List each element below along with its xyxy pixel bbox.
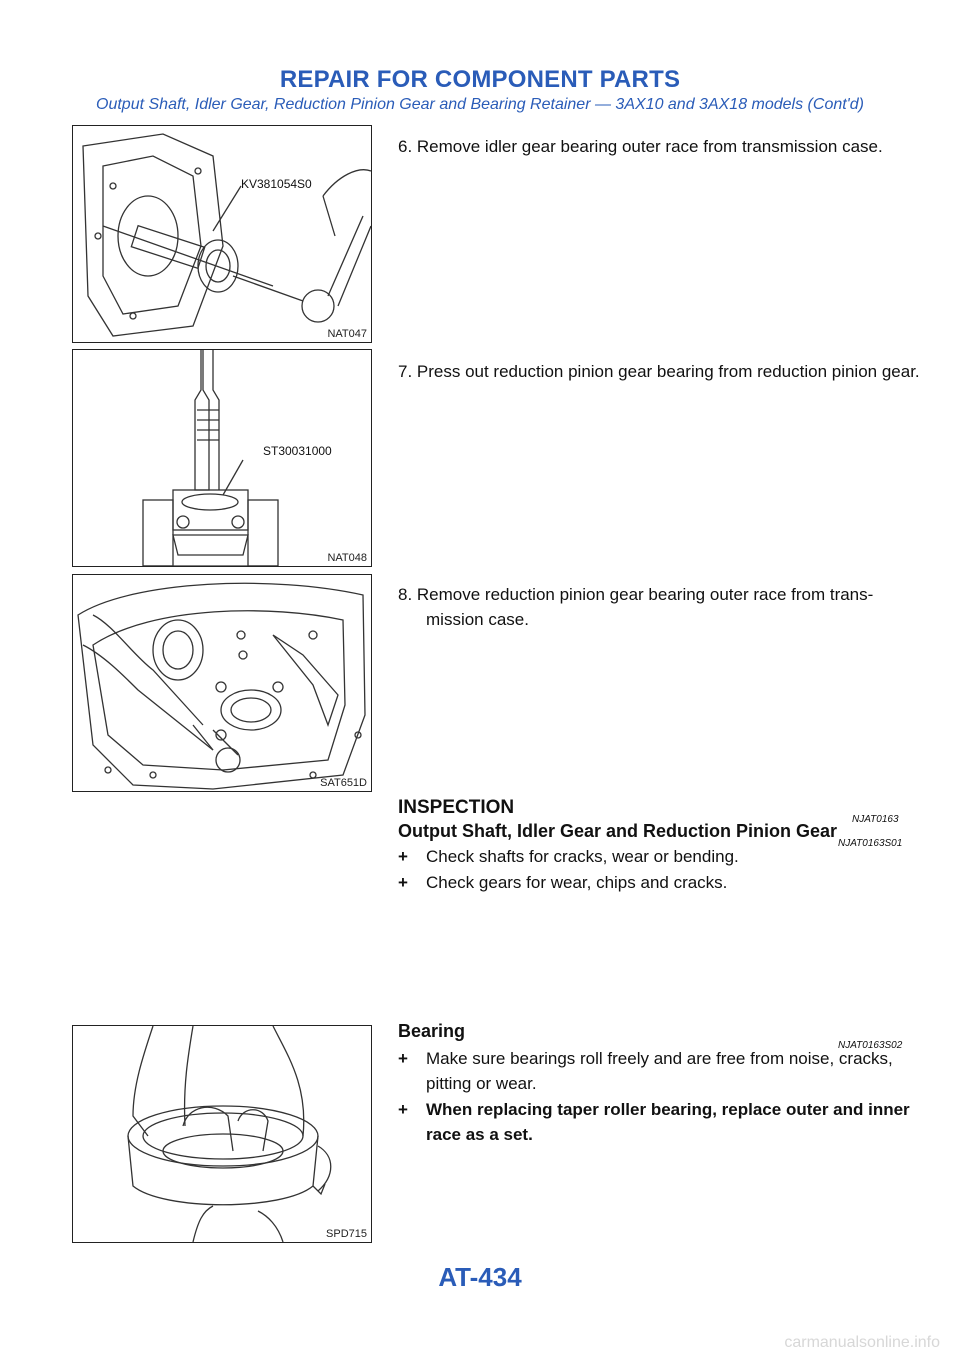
bullet-replace-taper-bearing [398, 1097, 926, 1147]
bullet-check-gears [398, 870, 926, 895]
figure-nat048-drawing [73, 350, 371, 566]
figure-spd715-drawing [73, 1026, 371, 1242]
tool-label-kv381054s0: KV381054S0 [241, 177, 312, 191]
inspection-ref: NJAT0163 [852, 814, 899, 825]
bullet-text: Make sure bearings roll freely and are free from noise, cracks, pitting or wear. [426, 1049, 893, 1093]
bullet-mark: + [398, 1100, 408, 1119]
step-7: 7. Press out reduction pinion gear bearing from reduction pinion gear. [398, 362, 920, 381]
figure-nat048 [72, 349, 372, 567]
step-6: 6. Remove idler gear bearing outer race from transmission case. [398, 137, 883, 156]
figure-sat651d-drawing [73, 575, 371, 791]
figure-sat651d [72, 574, 372, 792]
bullet-check-shafts [398, 844, 926, 869]
inspection-heading: INSPECTION [398, 797, 515, 818]
figure-nat047-drawing [73, 126, 371, 342]
bullet-mark: + [398, 1049, 408, 1068]
figure-nat047 [72, 125, 372, 343]
bearing-heading: Bearing [398, 1021, 466, 1041]
bullet-mark: + [398, 847, 408, 866]
watermark: carmanualsonline.info [784, 1334, 940, 1351]
figure-code: NAT048 [327, 552, 367, 564]
page-subtitle: Output Shaft, Idler Gear, Reduction Pinion Gear and Bearing Retainer — 3AX10 and 3AX18 models (Cont'd) [96, 96, 864, 113]
bullet-text: Check shafts for cracks, wear or bending. [426, 847, 739, 866]
figure-spd715 [72, 1025, 372, 1243]
step-8: 8. Remove reduction pinion gear bearing outer race from trans- mission case. [398, 585, 874, 629]
output-shaft-heading: Output Shaft, Idler Gear and Reduction Pinion Gear [398, 821, 838, 841]
tool-label-st30031000: ST30031000 [263, 444, 332, 458]
bullet-text: When replacing taper roller bearing, replace outer and inner race as a set. [426, 1100, 910, 1144]
page-title: REPAIR FOR COMPONENT PARTS [279, 66, 681, 93]
page-number: AT-434 [438, 1262, 522, 1292]
bullet-text: Check gears for wear, chips and cracks. [426, 873, 728, 892]
output-shaft-ref: NJAT0163S01 [838, 838, 903, 849]
bullet-bearings-roll [398, 1046, 926, 1096]
bearing-ref: NJAT0163S02 [838, 1040, 903, 1051]
figure-code: SAT651D [320, 777, 367, 789]
bullet-mark: + [398, 873, 408, 892]
figure-code: SPD715 [326, 1228, 367, 1240]
figure-code: NAT047 [327, 328, 367, 340]
